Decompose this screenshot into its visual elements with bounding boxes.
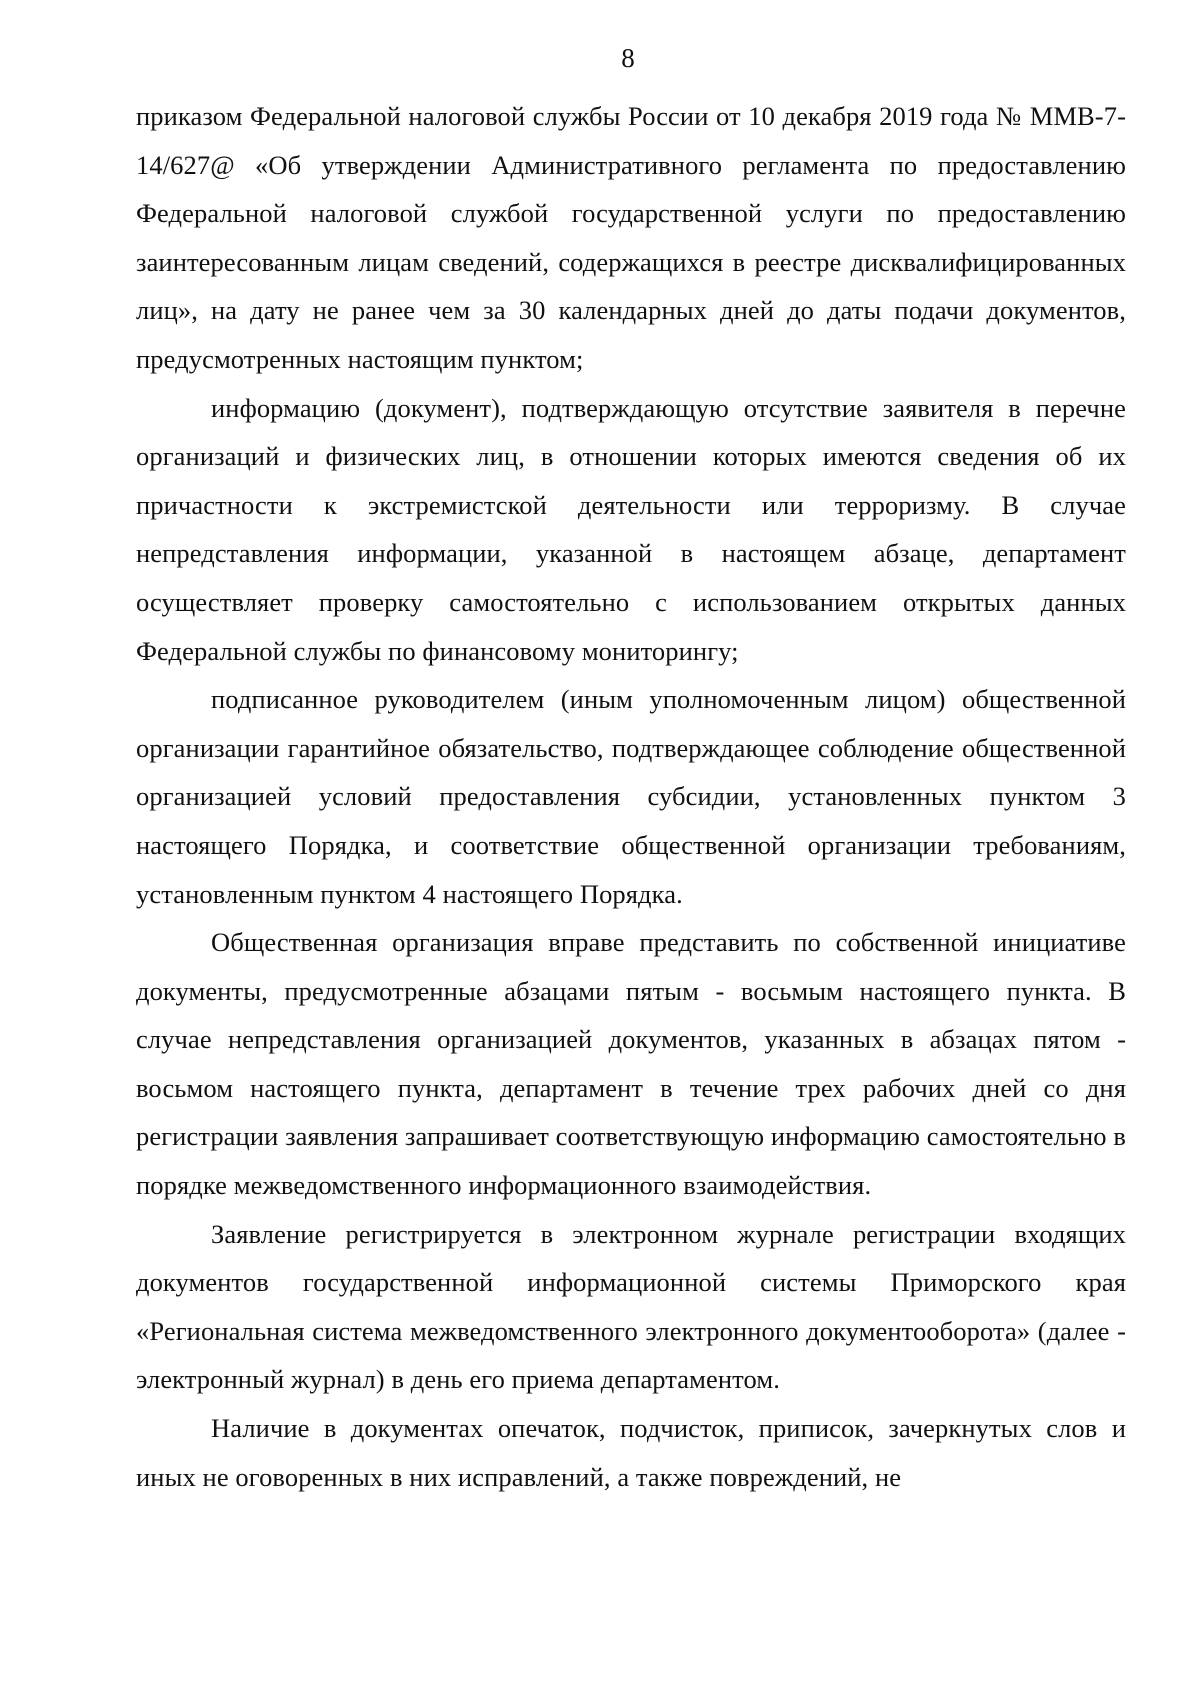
paragraph-information-document: информацию (документ), подтверждающую отсутствие заявителя в перечне организаций и физических лиц, в отношении которых имеются сведения об их причастности к экстремистской деятельности или терроризму. В случае непредставления информации, указанной в настоящем абзаце, департамент осуществляет проверку самостоятельно с использованием открытых данных Федеральной службы по финансовому мониторингу; bbox=[136, 392, 1126, 666]
paragraph-typos: Наличие в документах опечаток, подчисток, приписок, зачеркнутых слов и иных не оговоренных в них исправлений, а также повреждений, не bbox=[136, 1413, 1126, 1492]
document-body bbox=[136, 92, 1126, 1501]
paragraph-continuation: приказом Федеральной налоговой службы России от 10 декабря 2019 года № ММВ-7-14/627@ «Об утверждении Административного регламента по предоставлению Федеральной налоговой службой государственной услуги по предоставлению заинтересованным лицам сведений, содержащихся в реестре дисквалифицированных лиц», на дату не ранее чем за 30 календарных дней до даты подачи документов, предусмотренных настоящим пунктом; bbox=[136, 101, 1126, 374]
paragraph-registration: Заявление регистрируется в электронном журнале регистрации входящих документов государственной информационной системы Приморского края «Региональная система межведомственного электронного документооборота» (далее - электронный журнал) в день его приема департаментом. bbox=[136, 1218, 1126, 1395]
page-number: 8 bbox=[621, 43, 635, 73]
paragraph-own-initiative: Общественная организация вправе представить по собственной инициативе документы, предусмотренные абзацами пятым - восьмым настоящего пункта. В случае непредставления организацией документов, указанных в абзацах пятом - восьмом настоящего пункта, департамент в течение трех рабочих дней со дня регистрации заявления запрашивает соответствующую информацию самостоятельно в порядке межведомственного информационного взаимодействия. bbox=[136, 927, 1126, 1201]
paragraph-guarantee-obligation: подписанное руководителем (иным уполномоченным лицом) общественной организации гарантийное обязательство, подтверждающее соблюдение общественной организацией условий предоставления субсидии, установленных пунктом 3 настоящего Порядка, и соответствие общественной организации требованиям, установленным пунктом 4 настоящего Порядка. bbox=[136, 684, 1126, 909]
